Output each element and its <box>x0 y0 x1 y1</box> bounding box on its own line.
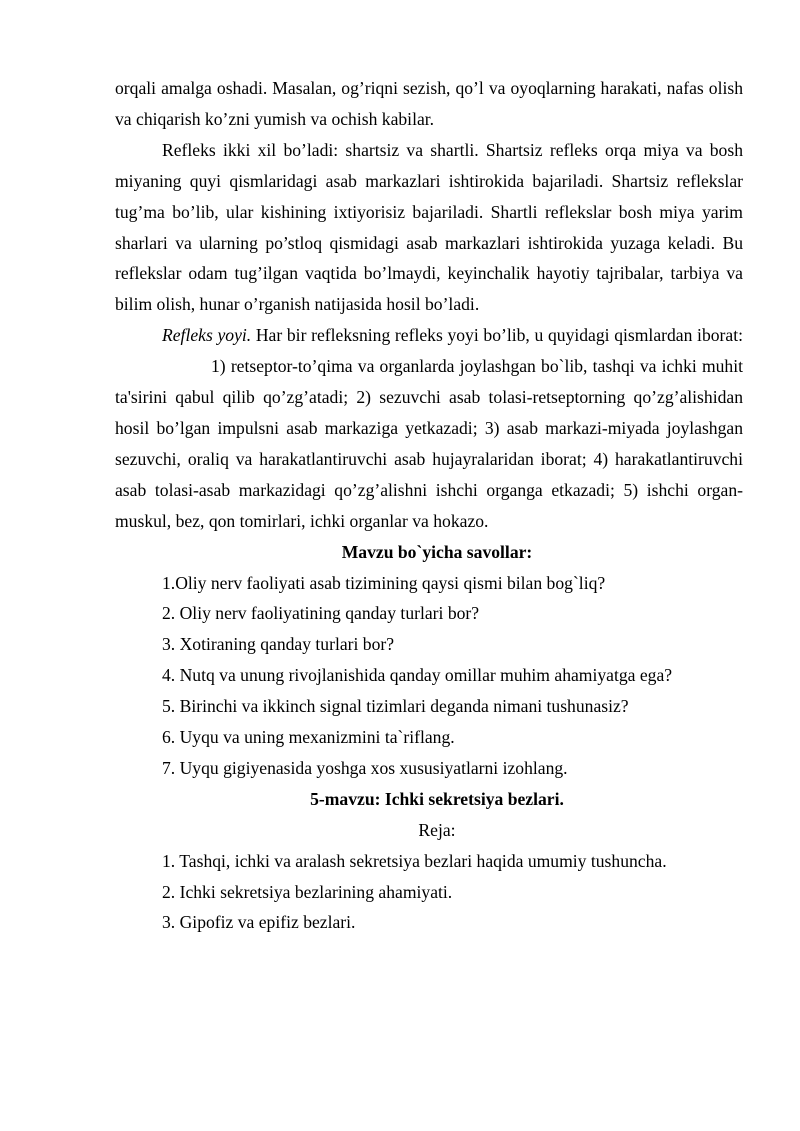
question-item: 3. Xotiraning qanday turlari bor? <box>162 634 395 655</box>
reflex-arc-intro: Har bir refleksning refleks yoyi bo’lib, u quyidagi qismlardan iborat: <box>251 325 743 346</box>
questions-heading: Mavzu bo`yicha savollar: <box>341 541 533 562</box>
plan-item: 1. Tashqi, ichki va aralash sekretsiya bezlari haqida umumiy tushuncha. <box>162 850 667 871</box>
topic-title: 5-mavzu: Ichki sekretsiya bezlari. <box>310 788 564 809</box>
reflex-arc-parts: 1) retseptor-to’qima va organlarda joylashgan bo`lib, tashqi va ichki muhit ta'sirini qabul qilib qo’zg’atadi; 2) sezuvchi asab tolasi-retseptorning qo’zg’alishidan hosil bo’lgan impulsni asab markaziga yetkazadi; 3) asab markazi-miyada joylashgan sezuvchi, oraliq va harakatlantiruvchi asab hujayralaridan iborat; 4) harakatlantiruvchi asab tolasi-asab markazidagi qo’zg’alishni ishchi organga etkazadi; 5) ishchi organ-muskul, bez, qon tomirlari, ichki organlar va hokazo. <box>115 356 743 531</box>
paragraph-intro-continuation: orqali amalga oshadi. Masalan, og’riqni sezish, qo’l va oyoqlarning harakati, nafas olish va chiqarish ko’zni yumish va ochish kabilar. <box>115 78 743 129</box>
question-item: 5. Birinchi va ikkinch signal tizimlari deganda nimani tushunasiz? <box>162 696 629 717</box>
reflex-arc-term: Refleks yoyi. <box>162 325 252 346</box>
document-page <box>115 73 743 938</box>
paragraph-reflex-arc <box>115 320 743 536</box>
plan-label: Reja: <box>418 819 456 840</box>
question-item: 1.Oliy nerv faoliyati asab tizimining qaysi qismi bilan bog`liq? <box>162 572 606 593</box>
plan-item: 3. Gipofiz va epifiz bezlari. <box>162 912 356 933</box>
paragraph-reflex-types: Refleks ikki xil bo’ladi: shartsiz va shartli. Shartsiz refleks orqa miya va bosh miyaning quyi qismlaridagi asab markazlari ishtirokida bajariladi. Shartsiz reflekslar tug’ma bo’lib, ular kishining ixtiyorisiz bajariladi. Shartli reflekslar bosh miya yarim sharlari va ularning po’stloq qismidagi asab markazlari ishtirokida yuzaga keladi. Bu reflekslar odam tug’ilgan vaqtida bo’lmaydi, keyinchalik hayotiy tajribalar, tarbiya va bilim olish, hunar o’rganish natijasida hosil bo’ladi. <box>115 139 743 315</box>
question-item: 4. Nutq va unung rivojlanishida qanday omillar muhim ahamiyatga ega? <box>162 665 673 686</box>
plan-item: 2. Ichki sekretsiya bezlarining ahamiyati. <box>162 881 453 902</box>
question-item: 6. Uyqu va uning mexanizmini ta`riflang. <box>162 727 455 748</box>
question-item: 7. Uyqu gigiyenasida yoshga xos xususiyatlarni izohlang. <box>162 757 568 778</box>
question-item: 2. Oliy nerv faoliyatining qanday turlari bor? <box>162 603 480 624</box>
